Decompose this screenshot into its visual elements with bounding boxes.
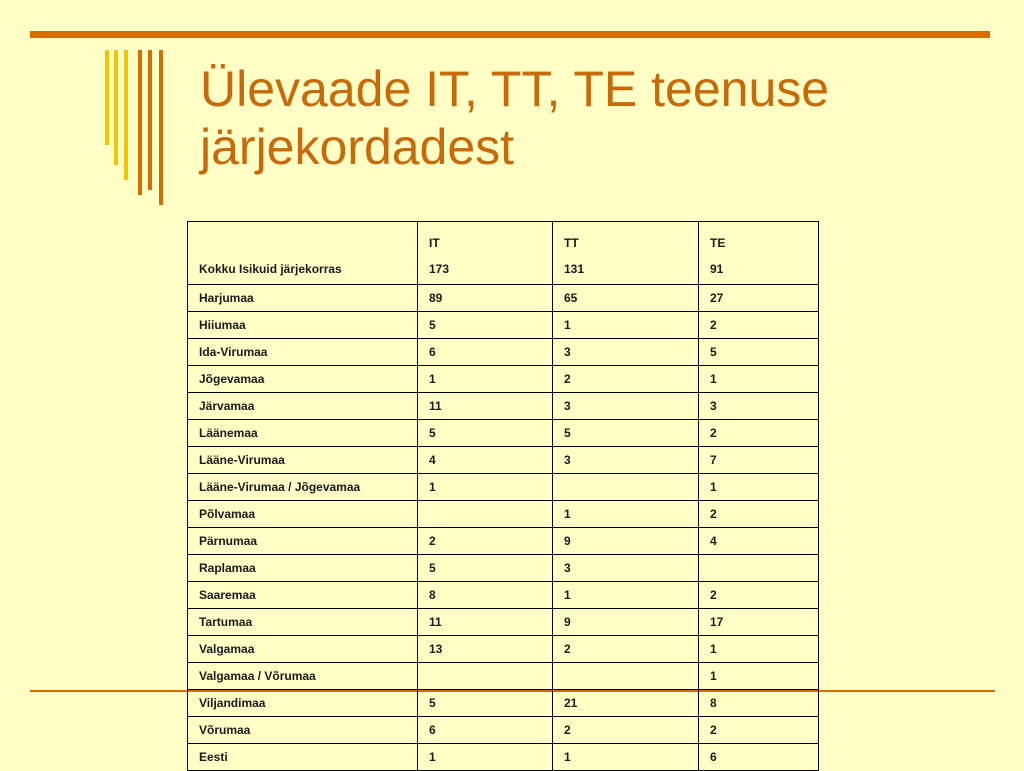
table-row (188, 312, 819, 339)
table-row (188, 447, 819, 474)
decorative-bar (148, 50, 152, 190)
value-cell-it: 1 (418, 474, 553, 501)
table-row (188, 339, 819, 366)
value-cell-te: 7 (699, 447, 819, 474)
region-name-cell: Jõgevamaa (188, 366, 418, 393)
total-value-te: 91 (710, 262, 724, 276)
value-cell-tt: 21 (553, 690, 699, 717)
value-cell-te: 3 (699, 393, 819, 420)
value-cell-tt: 1 (553, 582, 699, 609)
value-cell-te: 17 (699, 609, 819, 636)
value-cell-it: 6 (418, 339, 553, 366)
value-cell-it: 5 (418, 312, 553, 339)
table-row (188, 609, 819, 636)
value-cell-tt: 3 (553, 555, 699, 582)
value-cell-te: 5 (699, 339, 819, 366)
value-cell-te: 2 (699, 420, 819, 447)
value-cell-it: 1 (418, 366, 553, 393)
value-cell-tt (553, 474, 699, 501)
value-cell-it: 6 (418, 717, 553, 744)
value-cell-tt: 1 (553, 744, 699, 771)
slide-title (200, 60, 1000, 176)
table-row (188, 393, 819, 420)
total-value-it: 173 (429, 262, 450, 276)
region-name-cell: Hiiumaa (188, 312, 418, 339)
slide-title-line-1: Ülevaade IT, TT, TE teenuse (200, 61, 830, 117)
region-name-cell: Eesti (188, 744, 418, 771)
table-row (188, 555, 819, 582)
table-row (188, 420, 819, 447)
value-cell-te: 1 (699, 663, 819, 690)
value-cell-te: 2 (699, 582, 819, 609)
region-name-cell: Võrumaa (188, 717, 418, 744)
region-name-cell: Tartumaa (188, 609, 418, 636)
header-cell-it (418, 222, 553, 285)
total-value-tt: 131 (564, 262, 585, 276)
column-header-tt: TT (564, 236, 579, 250)
value-cell-te: 2 (699, 501, 819, 528)
decorative-bar (138, 50, 142, 195)
table-row (188, 501, 819, 528)
region-name-cell: Valgamaa (188, 636, 418, 663)
value-cell-tt: 65 (553, 285, 699, 312)
header-cell-tt (553, 222, 699, 285)
decorative-bar (114, 50, 118, 165)
decorative-bar (105, 50, 109, 145)
value-cell-it: 5 (418, 420, 553, 447)
value-cell-it: 8 (418, 582, 553, 609)
total-label-cell (188, 222, 418, 285)
table-row (188, 582, 819, 609)
value-cell-te: 1 (699, 474, 819, 501)
region-name-cell: Läänemaa (188, 420, 418, 447)
table-row (188, 663, 819, 690)
table-header-row (188, 222, 819, 285)
value-cell-te: 27 (699, 285, 819, 312)
value-cell-te: 2 (699, 312, 819, 339)
top-accent-rule (30, 31, 990, 38)
value-cell-it: 89 (418, 285, 553, 312)
value-cell-tt: 3 (553, 447, 699, 474)
value-cell-te (699, 555, 819, 582)
value-cell-tt: 2 (553, 636, 699, 663)
value-cell-tt: 3 (553, 339, 699, 366)
queue-table-container (187, 221, 819, 771)
table-row (188, 636, 819, 663)
value-cell-te: 6 (699, 744, 819, 771)
region-name-cell: Järvamaa (188, 393, 418, 420)
region-name-cell: Viljandimaa (188, 690, 418, 717)
value-cell-it (418, 501, 553, 528)
value-cell-it: 2 (418, 528, 553, 555)
value-cell-it: 11 (418, 609, 553, 636)
value-cell-te: 1 (699, 636, 819, 663)
region-name-cell: Lääne-Virumaa (188, 447, 418, 474)
column-header-te: TE (710, 236, 726, 250)
table-row (188, 717, 819, 744)
value-cell-tt: 9 (553, 609, 699, 636)
value-cell-tt: 1 (553, 501, 699, 528)
region-name-cell: Pärnumaa (188, 528, 418, 555)
value-cell-tt: 5 (553, 420, 699, 447)
column-header-it: IT (429, 236, 440, 250)
region-name-cell: Põlvamaa (188, 501, 418, 528)
table-row (188, 528, 819, 555)
value-cell-tt (553, 663, 699, 690)
value-cell-it: 1 (418, 744, 553, 771)
value-cell-it: 13 (418, 636, 553, 663)
value-cell-tt: 1 (553, 312, 699, 339)
value-cell-tt: 3 (553, 393, 699, 420)
value-cell-it: 5 (418, 690, 553, 717)
region-name-cell: Saaremaa (188, 582, 418, 609)
value-cell-it: 11 (418, 393, 553, 420)
region-name-cell: Harjumaa (188, 285, 418, 312)
value-cell-te: 8 (699, 690, 819, 717)
region-name-cell: Lääne-Virumaa / Jõgevamaa (188, 474, 418, 501)
region-name-cell: Raplamaa (188, 555, 418, 582)
value-cell-tt: 2 (553, 717, 699, 744)
value-cell-tt: 2 (553, 366, 699, 393)
header-cell-te (699, 222, 819, 285)
value-cell-it (418, 663, 553, 690)
region-name-cell: Ida-Virumaa (188, 339, 418, 366)
value-cell-it: 4 (418, 447, 553, 474)
table-row (188, 285, 819, 312)
value-cell-tt: 9 (553, 528, 699, 555)
table-row (188, 744, 819, 771)
decorative-bar (124, 50, 128, 180)
total-label: Kokku Isikuid järjekorras (199, 262, 342, 276)
queue-table-body (188, 222, 819, 771)
value-cell-te: 1 (699, 366, 819, 393)
table-row (188, 474, 819, 501)
decorative-bar (159, 50, 163, 205)
table-row (188, 366, 819, 393)
value-cell-it: 5 (418, 555, 553, 582)
table-row (188, 690, 819, 717)
region-name-cell: Valgamaa / Võrumaa (188, 663, 418, 690)
value-cell-te: 2 (699, 717, 819, 744)
queue-table (187, 221, 819, 771)
slide-title-line-2: järjekordadest (200, 119, 515, 175)
value-cell-te: 4 (699, 528, 819, 555)
